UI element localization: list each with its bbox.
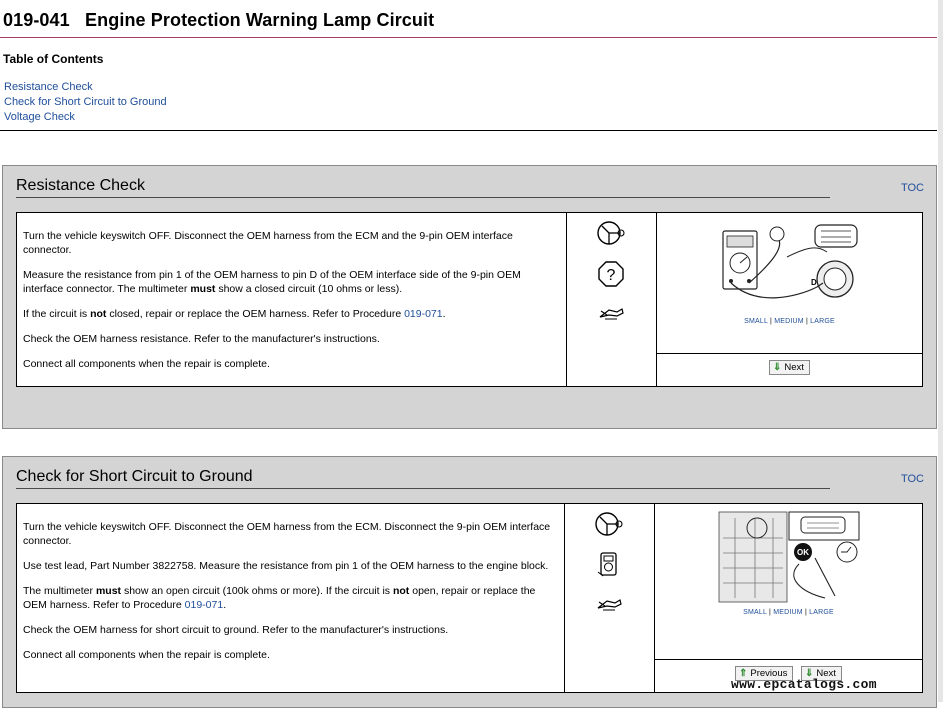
image-size-large[interactable]: LARGE: [809, 609, 834, 616]
image-size-medium[interactable]: MEDIUM: [774, 318, 804, 325]
up-arrow-icon: ⇑: [739, 668, 748, 679]
image-size-medium[interactable]: MEDIUM: [773, 609, 803, 616]
image-size-links: SMALL | MEDIUM | LARGE: [743, 609, 834, 616]
instructions-panel: [16, 503, 565, 693]
toc-link-short-circuit[interactable]: Check for Short Circuit to Ground: [4, 96, 167, 108]
toc-back-link[interactable]: TOC: [900, 473, 924, 485]
section-title: Check for Short Circuit to Ground: [16, 468, 253, 485]
step-text: Connect all components when the repair is complete.: [23, 358, 270, 370]
toc-heading: Table of Contents: [3, 52, 104, 66]
navigation-panel: [656, 353, 923, 387]
table-of-contents: [4, 80, 167, 125]
multimeter-diagram-image: [717, 217, 865, 315]
step-text: The multimeter must show an open circuit (100k ohms or more). If the circuit is not open, repair or replace the OEM harness. Refer to Procedure 019-071.: [23, 585, 536, 611]
figure-panel: [654, 503, 923, 660]
svg-text:OK: OK: [797, 548, 809, 557]
step-text: If the circuit is not closed, repair or replace the OEM harness. Refer to Procedure 019-071.: [23, 308, 446, 320]
procedure-link[interactable]: 019-071: [184, 599, 224, 611]
down-arrow-icon: ⇓: [805, 668, 814, 679]
step-text: Connect all components when the repair is complete.: [23, 649, 270, 661]
next-button[interactable]: ⇓ Next: [801, 666, 842, 681]
image-size-small[interactable]: SMALL: [744, 318, 768, 325]
section-short-circuit: [2, 456, 937, 708]
step-text: Measure the resistance from pin 1 of the OEM harness to pin D of the OEM interface side of the 9-pin OEM interface connector. The multimeter must show a closed circuit (10 ohms or less).: [23, 269, 521, 295]
key-switch-icon: [597, 219, 625, 247]
next-button[interactable]: ⇓ Next: [769, 360, 810, 375]
procedure-link[interactable]: 019-071: [404, 308, 443, 320]
step-text: Turn the vehicle keyswitch OFF. Disconnect the OEM harness from the ECM. Disconnect the 9-pin OEM interface connector.: [23, 521, 551, 547]
title-divider: [0, 37, 937, 38]
image-size-large[interactable]: LARGE: [810, 318, 835, 325]
scrollbar[interactable]: [938, 0, 943, 702]
step-text: Check the OEM harness for short circuit to ground. Refer to the manufacturer's instructions.: [23, 624, 449, 636]
short-circuit-diagram-image: [715, 508, 863, 606]
icon-panel: [566, 212, 657, 387]
toc-divider: [0, 130, 937, 131]
section-underline: [16, 488, 830, 489]
repair-wrench-icon: [597, 299, 625, 327]
repair-wrench-icon: [595, 590, 623, 618]
instructions-panel: [16, 212, 567, 387]
watermark: www.epcatalogs.com: [731, 677, 877, 692]
svg-text:?: ?: [606, 267, 616, 284]
step-text: Turn the vehicle keyswitch OFF. Disconnect the OEM harness from the ECM and the 9-pin OEM interface connector.: [23, 230, 513, 256]
down-arrow-icon: ⇓: [773, 362, 782, 373]
section-resistance-check: [2, 165, 937, 429]
step-text: Check the OEM harness resistance. Refer to the manufacturer's instructions.: [23, 333, 380, 345]
page-title: 019-041 Engine Protection Warning Lamp Circuit: [3, 10, 435, 30]
icon-panel: [564, 503, 655, 693]
toc-link-resistance-check[interactable]: Resistance Check: [4, 81, 93, 93]
section-title: Resistance Check: [16, 177, 145, 194]
question-icon: [597, 260, 625, 288]
image-size-links: SMALL | MEDIUM | LARGE: [744, 318, 835, 325]
image-size-small[interactable]: SMALL: [743, 609, 767, 616]
step-text: Use test lead, Part Number 3822758. Measure the resistance from pin 1 of the OEM harness to the engine block.: [23, 560, 549, 572]
figure-panel: [656, 212, 923, 354]
previous-button[interactable]: ⇑ Previous: [735, 666, 793, 681]
toc-back-link[interactable]: TOC: [900, 182, 924, 194]
toc-link-voltage-check[interactable]: Voltage Check: [4, 111, 75, 123]
key-switch-icon: [595, 510, 623, 538]
section-underline: [16, 197, 830, 198]
multimeter-icon: [595, 550, 623, 578]
svg-text:D: D: [811, 278, 817, 287]
